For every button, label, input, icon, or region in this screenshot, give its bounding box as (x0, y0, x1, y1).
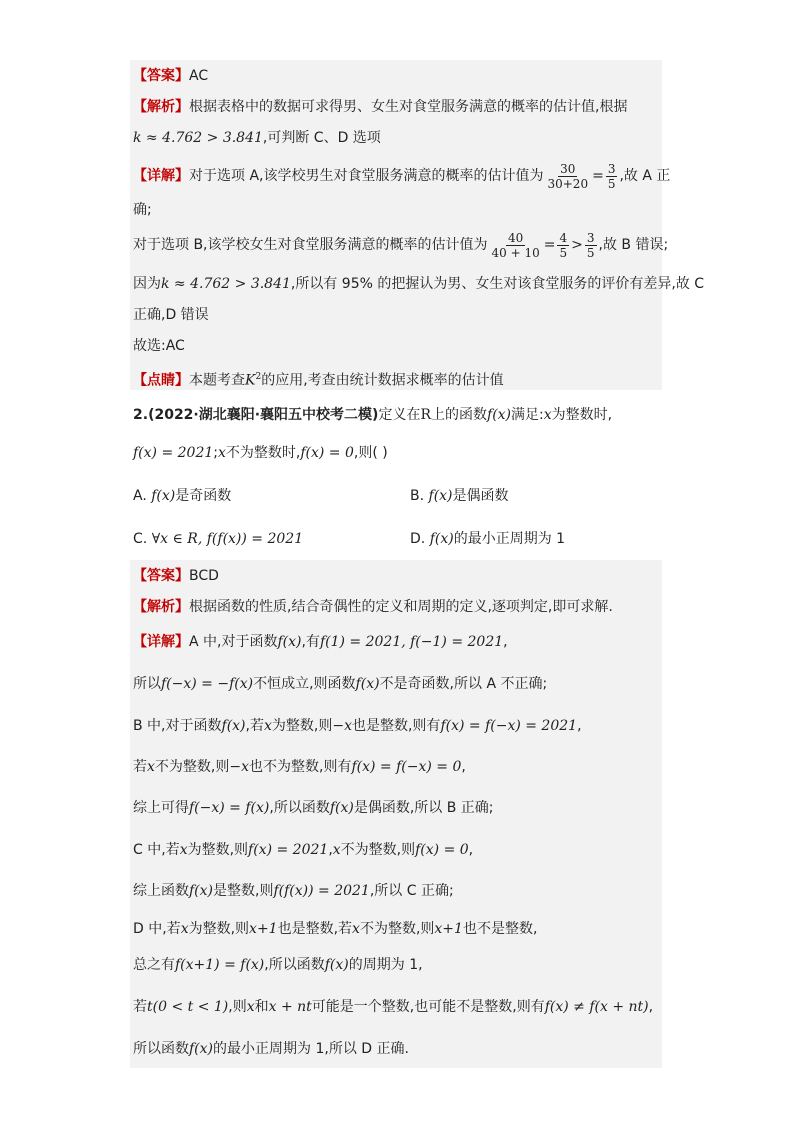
detail-text: ,所以有 95% 的把握认为男、女生对该食堂服务的评价有差异,故 C (290, 276, 705, 292)
math-inline: f(−x) = −f(x) (161, 676, 254, 692)
detail-text: 确; (133, 202, 152, 218)
superscript: 2 (255, 372, 262, 382)
math-inline: x (246, 999, 255, 1015)
analysis-text: 根据函数的性质,结合奇偶性的定义和周期的定义,逐项判定,即可求解. (189, 599, 613, 615)
detail-text: 也是整数,若 (277, 921, 353, 937)
stem-text: ; (213, 445, 218, 461)
option-label: D. (410, 531, 426, 547)
detail-text: , (461, 759, 466, 775)
detail-text: 是整数,则 (213, 883, 274, 899)
detail-text: , (328, 842, 333, 858)
fraction-denominator: 5 (559, 245, 568, 260)
fraction (606, 162, 618, 191)
detail-text: 为整数,则 (188, 921, 250, 937)
math-inline: f(−x) = f(x) (189, 800, 270, 816)
equals-sign: = (543, 237, 556, 253)
stem-text: 满足: (511, 407, 544, 423)
q2-detail-line-9 (133, 955, 423, 975)
math-inline: t(0 < t < 1) (147, 999, 229, 1015)
math-inline: R (420, 407, 432, 423)
q2-detail-line-10 (133, 997, 653, 1017)
math-inline: f(x) (487, 407, 512, 423)
q2-detail-line-4 (133, 757, 466, 777)
detail-text: , (577, 718, 582, 734)
math-inline: f(f(x)) = 2021 (273, 883, 370, 899)
q2-analysis-line (133, 597, 613, 617)
greater-sign: > (571, 237, 583, 253)
math-inline: f(x) = f(−x) = 2021 (440, 718, 578, 734)
detail-text: 对于选项 A,该学校男生对食堂服务满意的概率的估计值为 (189, 168, 544, 184)
detail-text: 也不为整数,则有 (249, 759, 352, 775)
q1-comment-line (133, 367, 504, 391)
q2-detail-line-6 (133, 840, 473, 860)
math-inline: f(x+1) = f(x) (175, 957, 265, 973)
q2-option-a[interactable] (133, 486, 231, 506)
fraction (545, 162, 590, 191)
math-inline: x (217, 445, 226, 461)
detail-text: 因为 (133, 276, 161, 292)
detail-text: 总之有 (133, 957, 175, 973)
q2-detail-line-11 (133, 1039, 409, 1059)
math-inline: f(x) (189, 883, 214, 899)
math-inline: k ≈ 4.762 > 3.841 (161, 276, 291, 292)
math-inline: f(x) (189, 1041, 214, 1057)
detail-text: ,所以 C 正确; (369, 883, 454, 899)
detail-text: 所以 (133, 676, 161, 692)
q2-detail-line-2 (133, 674, 547, 694)
math-inline: f(x) (429, 531, 454, 547)
math-inline: x (352, 921, 360, 937)
math-inline: x (147, 759, 155, 775)
detail-text: 不是奇函数,所以 A 不正确; (379, 676, 548, 692)
option-text: 的最小正周期为 1 (453, 531, 566, 547)
detail-text: ,故 A 正 (619, 168, 671, 184)
analysis-text: 根据表格中的数据可求得男、女生对食堂服务满意的概率的估计值,根据 (189, 99, 628, 115)
math-inline: x+1 (249, 921, 278, 937)
detail-text: 不为整数,则 (154, 759, 230, 775)
detail-text: 为整数,则 (271, 718, 333, 734)
detail-text: 是偶函数,所以 B 正确; (353, 800, 494, 816)
math-inline: x (263, 718, 272, 734)
detail-text: 若 (133, 759, 147, 775)
detail-text: 正确,D 错误 (133, 307, 209, 323)
fraction-denominator: 5 (586, 245, 595, 260)
detail-text: ,有 (301, 634, 320, 650)
math-inline: −x (229, 759, 249, 775)
math-inline: f(x) = 0 (300, 445, 354, 461)
analysis-tag: 【解析】 (133, 599, 189, 615)
fraction-numerator: 3 (586, 230, 595, 245)
detail-text: 若 (133, 999, 147, 1015)
math-inline: f(x) (355, 676, 380, 692)
choose-text: 故选:AC (133, 338, 185, 354)
detail-text: ,故 B 错误; (598, 237, 669, 253)
math-inline: f(1) = 2021, f(−1) = 2021 (319, 634, 504, 650)
detail-text: 也不是整数, (462, 921, 538, 937)
answer-value: AC (189, 68, 209, 84)
math-inline: f(x) (221, 718, 246, 734)
detail-text: 综上可得 (133, 800, 189, 816)
math-inline: f(x) (329, 800, 354, 816)
detail-text: 不为整数,则 (359, 921, 435, 937)
q1-detail-line-4 (133, 274, 704, 294)
detail-text: B 中,对于函数 (133, 718, 222, 734)
math-inline: x+1 (434, 921, 463, 937)
math-inline: x + nt (268, 999, 312, 1015)
q2-detail-line-3 (133, 716, 582, 736)
detail-text: 所以函数 (133, 1041, 189, 1057)
detail-text: 对于选项 B,该学校女生对食堂服务满意的概率的估计值为 (133, 237, 488, 253)
detail-text: 为整数,则 (187, 842, 249, 858)
q2-stem-line-2 (133, 443, 388, 463)
math-inline: f(x) = 2021 (133, 445, 214, 461)
q2-option-d[interactable] (410, 529, 565, 549)
detail-text: A 中,对于函数 (189, 634, 278, 650)
stem-text: 上的函数 (431, 407, 488, 423)
math-inline: k ≈ 4.762 > 3.841 (133, 130, 263, 146)
detail-text: 可能是一个整数,也可能不是整数,则有 (311, 999, 545, 1015)
detail-text: 不为整数,则 (340, 842, 416, 858)
math-inline: f(x) ≠ f(x + nt) (544, 999, 649, 1015)
math-inline: x (543, 407, 552, 423)
detail-text: , (503, 634, 508, 650)
option-label: C. (133, 531, 148, 547)
detail-text: 不恒成立,则函数 (253, 676, 356, 692)
stem-text: ,则( ) (353, 445, 388, 461)
comment-text: 本题考查 (189, 372, 245, 389)
detail-text: , (648, 999, 654, 1015)
stem-text: 为整数时, (551, 407, 613, 423)
question-source: (2022·湖北襄阳·襄阳五中校考二模) (148, 407, 379, 423)
math-inline: K (245, 372, 256, 389)
fraction-numerator: 40 (507, 230, 524, 245)
q2-detail-line-5 (133, 798, 494, 818)
fraction (557, 231, 569, 260)
fraction-denominator: 40 + 10 (491, 245, 540, 260)
fraction-denominator: 30+20 (547, 176, 589, 191)
q1-choose-line (133, 336, 185, 356)
q2-answer-line (133, 566, 219, 586)
math-inline: f(x) (428, 488, 453, 504)
math-inline: f(x) (151, 488, 176, 504)
math-inline: f(x) = f(−x) = 0 (351, 759, 462, 775)
q1-answer-line (133, 66, 208, 86)
fraction-numerator: 4 (559, 230, 568, 245)
stem-text: 定义在 (378, 407, 421, 423)
detail-tag: 【详解】 (133, 634, 189, 650)
fraction (490, 231, 542, 260)
math-inline: ∀x ∈ R, f(f(x)) = 2021 (151, 531, 304, 547)
q2-detail-line-8 (133, 919, 537, 939)
analysis-text: ,可判断 C、D 选项 (262, 130, 381, 146)
detail-text: 和 (254, 999, 269, 1015)
answer-tag: 【答案】 (133, 568, 189, 584)
q1-analysis-line (133, 97, 627, 117)
q2-detail-line-7 (133, 881, 454, 901)
q1-detail-line-1 (133, 160, 670, 192)
q2-stem-line-1 (133, 405, 612, 425)
question-number: 2. (133, 407, 149, 423)
option-label: A. (133, 488, 147, 504)
q2-option-c[interactable] (133, 529, 303, 549)
stem-text: 不为整数时, (225, 445, 301, 461)
math-inline: x (332, 842, 341, 858)
answer-tag: 【答案】 (133, 68, 189, 84)
detail-text: ,所以函数 (269, 800, 330, 816)
detail-text: , (468, 842, 474, 858)
q1-analysis-line-2 (133, 128, 381, 148)
detail-text: 的最小正周期为 1,所以 D 正确. (213, 1041, 409, 1057)
detail-text: 的周期为 1, (348, 957, 423, 973)
comment-text: 的应用,考查由统计数据求概率的估计值 (261, 372, 504, 389)
detail-text: C 中,若 (133, 842, 180, 858)
q2-option-b[interactable] (410, 486, 509, 506)
math-inline: f(x) (277, 634, 302, 650)
math-inline: f(x) (324, 957, 349, 973)
math-inline: x (180, 921, 189, 937)
detail-text: 也是整数,则有 (351, 718, 441, 734)
equals-sign: = (592, 168, 604, 184)
q1-detail-line-3 (133, 229, 668, 261)
option-text: 是奇函数 (175, 488, 232, 504)
detail-text: ,所以函数 (264, 957, 325, 973)
q2-detail-line-1 (133, 632, 508, 652)
fraction-denominator: 5 (607, 176, 616, 191)
fraction (585, 231, 597, 260)
math-inline: x (179, 842, 188, 858)
detail-text: 综上函数 (133, 883, 189, 899)
comment-tag: 【点睛】 (133, 372, 189, 389)
math-inline: −x (332, 718, 352, 734)
math-inline: f(x) = 0 (415, 842, 469, 858)
fraction-numerator: 3 (607, 161, 616, 176)
answer-value: BCD (189, 568, 219, 584)
option-label: B. (410, 488, 425, 504)
detail-text: ,若 (245, 718, 264, 734)
detail-tag: 【详解】 (133, 168, 189, 184)
math-inline: f(x) = 2021 (248, 842, 329, 858)
option-text: 是偶函数 (452, 488, 509, 504)
q1-detail-line-5 (133, 305, 209, 325)
analysis-tag: 【解析】 (133, 99, 189, 115)
fraction-numerator: 30 (560, 161, 576, 176)
detail-text: D 中,若 (133, 921, 181, 937)
q1-detail-line-2 (133, 200, 152, 220)
detail-text: ,则 (228, 999, 247, 1015)
